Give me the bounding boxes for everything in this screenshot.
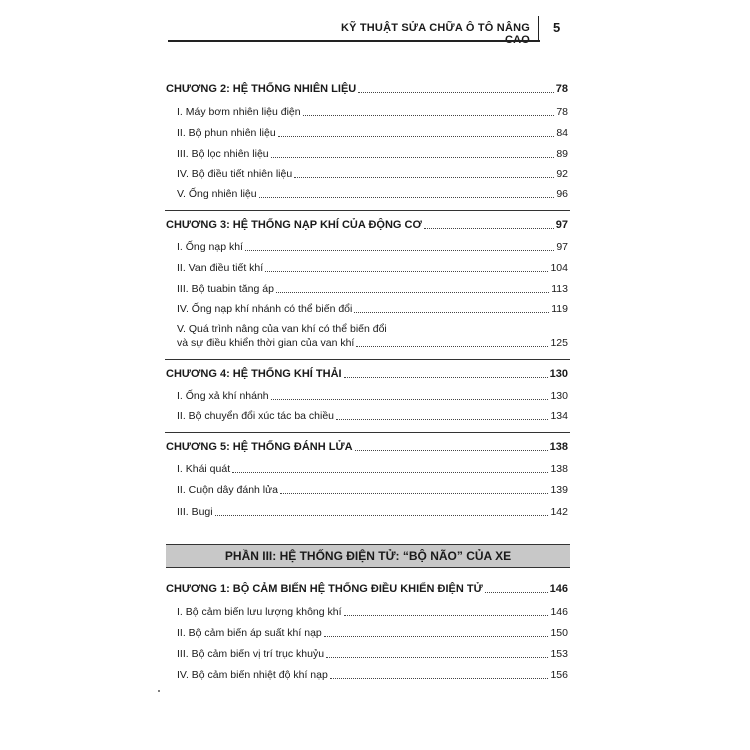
- toc-chapter-label: CHƯƠNG 4: HỆ THỐNG KHÍ THẢI: [166, 368, 342, 380]
- toc-item[interactable]: [177, 168, 568, 181]
- toc-item[interactable]: [177, 283, 568, 296]
- toc-item-label: III. Bộ lọc nhiên liệu: [177, 148, 269, 160]
- toc-item-label: III. Bugi: [177, 506, 213, 518]
- toc-leader-dots: [259, 196, 555, 198]
- toc-chapter-label: CHƯƠNG 1: BỘ CẢM BIẾN HỆ THỐNG ĐIỀU KHIỂN ĐIỆN TỬ: [166, 583, 483, 595]
- toc-leader-dots: [354, 311, 549, 313]
- toc-chapter-4[interactable]: [166, 368, 568, 381]
- toc-item[interactable]: [177, 241, 568, 254]
- section-divider: [165, 359, 570, 360]
- toc-page-number: 92: [556, 168, 568, 180]
- toc-page-number: 78: [556, 106, 568, 118]
- toc-page-number: 146: [549, 583, 568, 595]
- toc-item-label: IV. Bộ điều tiết nhiên liệu: [177, 168, 293, 180]
- toc-page-number: 89: [556, 148, 568, 160]
- toc-leader-dots: [294, 176, 554, 178]
- toc-page-number: 78: [555, 83, 568, 95]
- toc-leader-dots: [245, 249, 554, 251]
- toc-item[interactable]: [177, 303, 568, 316]
- toc-page-number: 84: [556, 127, 568, 139]
- toc-leader-dots: [324, 635, 549, 637]
- toc-item-label: II. Bộ cảm biến áp suất khí nạp: [177, 627, 322, 639]
- toc-item-label: IV. Ống nạp khí nhánh có thể biến đổi: [177, 303, 353, 315]
- toc-leader-dots: [424, 227, 554, 229]
- header-separator: [538, 16, 539, 42]
- toc-leader-dots: [336, 418, 548, 420]
- toc-leader-dots: [265, 270, 548, 272]
- toc-leader-dots: [276, 291, 549, 293]
- toc-item[interactable]: [177, 188, 568, 201]
- toc-item[interactable]: [177, 484, 568, 497]
- toc-leader-dots: [356, 345, 548, 347]
- print-speck: [158, 690, 160, 692]
- toc-item-label: II. Bộ phun nhiên liệu: [177, 127, 276, 139]
- toc-page-number: 104: [550, 262, 568, 274]
- toc-page-number: 142: [550, 506, 568, 518]
- part-heading-banner[interactable]: [166, 544, 570, 568]
- toc-page-number: 130: [550, 390, 568, 402]
- toc-item-label: I. Bộ cảm biến lưu lượng không khí: [177, 606, 342, 618]
- toc-part3-chapter-1[interactable]: [166, 583, 568, 596]
- toc-page-number: 130: [549, 368, 568, 380]
- toc-chapter-3[interactable]: [166, 219, 568, 232]
- toc-item-label: II. Bộ chuyển đổi xúc tác ba chiều: [177, 410, 335, 422]
- toc-item-label: I. Ống xả khí nhánh: [177, 390, 269, 402]
- toc-page-number: 138: [550, 463, 568, 475]
- section-divider: [165, 210, 570, 211]
- toc-leader-dots: [344, 376, 548, 378]
- toc-leader-dots: [280, 492, 548, 494]
- page-number: 5: [553, 20, 561, 35]
- toc-item[interactable]: [177, 606, 568, 619]
- toc-item-label: IV. Bộ cảm biến nhiệt độ khí nạp: [177, 669, 328, 681]
- toc-leader-dots: [344, 614, 549, 616]
- toc-page-number: 97: [556, 241, 568, 253]
- toc-page-number: 125: [550, 337, 568, 349]
- toc-page-number: 146: [550, 606, 568, 618]
- toc-item-label: II. Cuộn dây đánh lửa: [177, 484, 279, 496]
- toc-page-number: 156: [550, 669, 568, 681]
- toc-page-number: 150: [550, 627, 568, 639]
- toc-leader-dots: [326, 656, 548, 658]
- toc-leader-dots: [278, 135, 555, 137]
- toc-page-number: 139: [550, 484, 568, 496]
- toc-item[interactable]: [177, 390, 568, 403]
- toc-item-label: III. Bộ cảm biến vị trí trục khuỷu: [177, 648, 325, 660]
- running-header-title: KỸ THUẬT SỬA CHỮA Ô TÔ NÂNG CAO: [340, 22, 530, 46]
- toc-page-number: 113: [551, 283, 568, 295]
- toc-item[interactable]: [177, 627, 568, 640]
- toc-item-label: V. Ống nhiên liệu: [177, 188, 257, 200]
- toc-leader-dots: [215, 514, 549, 516]
- toc-item[interactable]: [177, 127, 568, 140]
- toc-item-label: II. Van điều tiết khí: [177, 262, 264, 274]
- toc-item-label: và sự điều khiển thời gian của van khí: [177, 337, 355, 349]
- toc-leader-dots: [358, 91, 554, 93]
- toc-leader-dots: [271, 156, 555, 158]
- header-rule: [168, 40, 540, 42]
- toc-chapter-label: CHƯƠNG 5: HỆ THỐNG ĐÁNH LỬA: [166, 441, 353, 453]
- toc-leader-dots: [330, 677, 549, 679]
- toc-chapter-label: CHƯƠNG 3: HỆ THỐNG NẠP KHÍ CỦA ĐỘNG CƠ: [166, 219, 422, 231]
- toc-page-number: 134: [550, 410, 568, 422]
- toc-page-number: 138: [549, 441, 568, 453]
- toc-page-number: 119: [551, 303, 568, 315]
- toc-page-number: 97: [555, 219, 568, 231]
- toc-leader-dots: [355, 449, 548, 451]
- toc-leader-dots: [303, 114, 555, 116]
- toc-item-label: I. Ống nạp khí: [177, 241, 243, 253]
- toc-item[interactable]: [177, 337, 568, 350]
- toc-item-label: I. Khái quát: [177, 463, 231, 475]
- toc-chapter-2[interactable]: [166, 83, 568, 96]
- toc-item[interactable]: [177, 648, 568, 661]
- toc-page-number: 96: [556, 188, 568, 200]
- toc-item[interactable]: [177, 410, 568, 423]
- toc-item-label: I. Máy bơm nhiên liệu điện: [177, 106, 301, 118]
- toc-page-number: 153: [550, 648, 568, 660]
- toc-item[interactable]: [177, 506, 568, 519]
- toc-item[interactable]: [177, 148, 568, 161]
- toc-item-label: III. Bộ tuabin tăng áp: [177, 283, 274, 295]
- toc-item[interactable]: [177, 262, 568, 275]
- section-divider: [165, 432, 570, 433]
- toc-leader-dots: [232, 471, 548, 473]
- toc-leader-dots: [271, 398, 549, 400]
- toc-item[interactable]: [177, 106, 568, 119]
- toc-item[interactable]: [177, 669, 568, 682]
- toc-chapter-5[interactable]: [166, 441, 568, 454]
- toc-item[interactable]: [177, 463, 568, 476]
- toc-item-label-first-line: V. Quá trình nâng của van khí có thể biến đổi: [177, 323, 387, 335]
- toc-leader-dots: [485, 591, 548, 593]
- part-heading-title: PHẦN III: HỆ THỐNG ĐIỆN TỬ: “BỘ NÃO” CỦA XE: [224, 549, 512, 563]
- toc-chapter-label: CHƯƠNG 2: HỆ THỐNG NHIÊN LIỆU: [166, 83, 357, 95]
